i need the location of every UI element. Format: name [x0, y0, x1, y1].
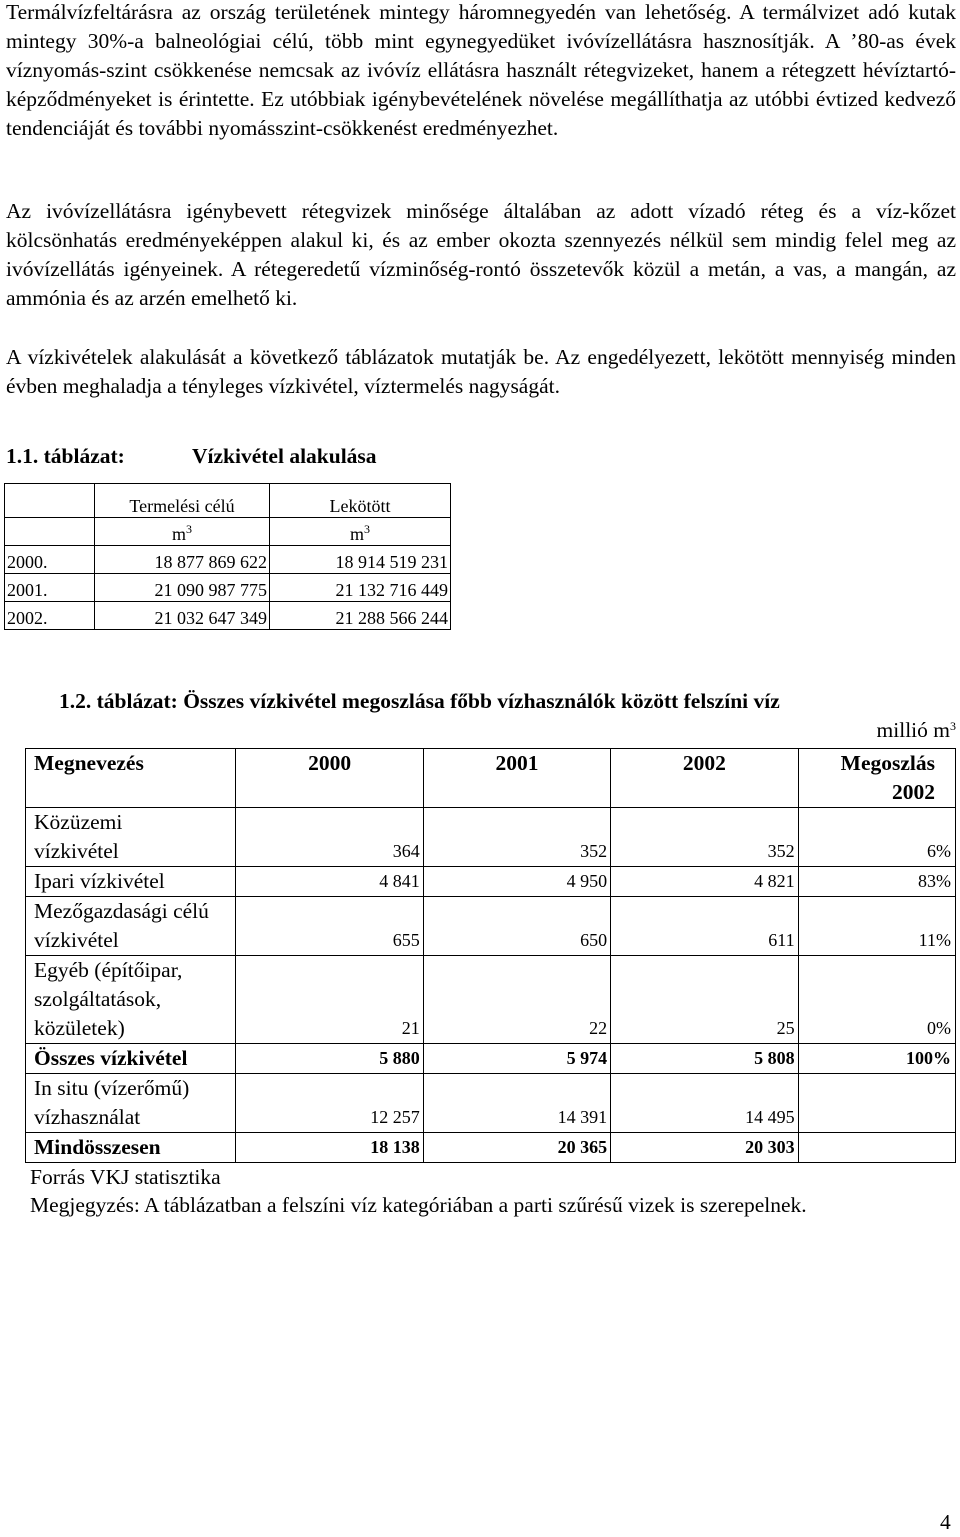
table2-header-2001: 2001 — [423, 749, 610, 808]
table1-unit-production: $m^3$ — [95, 518, 270, 546]
table2-cell-2002: 20 303 — [611, 1133, 798, 1163]
table2-header-row — [26, 749, 956, 808]
table2-cell-2001: 4 950 — [423, 867, 610, 897]
table2-header-2000: 2000 — [236, 749, 423, 808]
table2-cell-share: 0% — [798, 956, 955, 1044]
table1-header-row — [5, 484, 451, 518]
table2-header-name: Megnevezés — [26, 749, 236, 808]
table1-number: 1.1. táblázat: — [6, 444, 125, 468]
table2-header-2002: 2002 — [611, 749, 798, 808]
table2-cell-share — [798, 1074, 955, 1133]
table-source: Forrás VKJ statisztika — [30, 1165, 221, 1189]
table2-cell-share: 11% — [798, 897, 955, 956]
table2-cell-2002: 4 821 — [611, 867, 798, 897]
table1-cell-year: 2002. — [5, 602, 95, 630]
table2-cell-2001: 650 — [423, 897, 610, 956]
table2-cell-2000: 655 — [236, 897, 423, 956]
table2-cell-2002: 611 — [611, 897, 798, 956]
table1-cell-allocated: 18 914 519 231 — [270, 546, 451, 574]
table-row — [26, 956, 956, 1044]
table1-caption — [6, 444, 377, 469]
table1-cell-production: 21 032 647 349 — [95, 602, 270, 630]
table2-cell-2002: 14 495 — [611, 1074, 798, 1133]
table1-unit-allocated: $m^3$ — [270, 518, 451, 546]
table1-header-year — [5, 484, 95, 518]
table1-cell-year: 2000. — [5, 546, 95, 574]
table2-cell-name: In situ (vízerőmű) vízhasználat — [26, 1074, 236, 1133]
table2-cell-2002: 5 808 — [611, 1044, 798, 1074]
table1-header-allocated: Lekötött — [270, 484, 451, 518]
table2-cell-2000: 21 — [236, 956, 423, 1044]
table-row — [5, 574, 451, 602]
table-row — [26, 808, 956, 867]
table2-header-share: Megoszlás 2002 — [798, 749, 955, 808]
table1-cell-production: 21 090 987 775 — [95, 574, 270, 602]
table-row — [26, 1074, 956, 1133]
table2-cell-2000: 12 257 — [236, 1074, 423, 1133]
table2-cell-2000: 364 — [236, 808, 423, 867]
table2-cell-2002: 25 — [611, 956, 798, 1044]
table1-cell-allocated: 21 288 566 244 — [270, 602, 451, 630]
table-row — [26, 867, 956, 897]
table1-unit-empty — [5, 518, 95, 546]
table2-cell-2001: 22 — [423, 956, 610, 1044]
paragraph-tables-intro: A vízkivételek alakulását a következő táblázatok mutatják be. Az engedélyezett, lekötött mennyiség minden évben meghaladja a tényleges vízkivétel, víztermelés nagyságát. — [6, 345, 956, 398]
table2-cell-2001: 14 391 — [423, 1074, 610, 1133]
table2-cell-share: 100% — [798, 1044, 955, 1074]
table-row — [26, 1044, 956, 1074]
table2-caption: 1.2. táblázat: Összes vízkivétel megoszlása főbb vízhasználók között felszíni víz — [59, 689, 780, 713]
table1-header-production: Termelési célú — [95, 484, 270, 518]
table-row — [26, 1133, 956, 1163]
table2-cell-name: Mindösszesen — [26, 1133, 236, 1163]
table1-unit-row — [5, 518, 451, 546]
table2-unit: millió $m^3$ — [876, 718, 956, 742]
table-withdrawal-distribution — [25, 748, 956, 1163]
table2-cell-2000: 5 880 — [236, 1044, 423, 1074]
table-row — [26, 897, 956, 956]
table2-cell-2001: 352 — [423, 808, 610, 867]
table2-cell-2002: 352 — [611, 808, 798, 867]
table2-cell-name: Ipari vízkivétel — [26, 867, 236, 897]
table1-cell-year: 2001. — [5, 574, 95, 602]
page-number: 4 — [940, 1510, 951, 1534]
table1-cell-production: 18 877 869 622 — [95, 546, 270, 574]
table2-cell-name: Egyéb (építőipar, szolgáltatások, közületek) — [26, 956, 236, 1044]
table2-cell-2001: 20 365 — [423, 1133, 610, 1163]
table2-cell-2000: 4 841 — [236, 867, 423, 897]
table2-cell-2001: 5 974 — [423, 1044, 610, 1074]
table1-cell-allocated: 21 132 716 449 — [270, 574, 451, 602]
table2-cell-2000: 18 138 — [236, 1133, 423, 1163]
table2-cell-name: Közüzemi vízkivétel — [26, 808, 236, 867]
table-row — [5, 602, 451, 630]
table2-cell-name: Összes vízkivétel — [26, 1044, 236, 1074]
table1-title: Vízkivétel alakulása — [192, 444, 377, 468]
table2-cell-share — [798, 1133, 955, 1163]
table2-cell-share: 6% — [798, 808, 955, 867]
table2-cell-name: Mezőgazdasági célú vízkivétel — [26, 897, 236, 956]
paragraph-thermal-water: Termálvízfeltárásra az ország területének mintegy háromnegyedén van lehetőség. A termálvizet adó kutak mintegy 30%-a balneológiai célú, több mint egynegyedüket ivóvízellátásra hasznosítják. A ’80-as évek víznyomás-szint csökkenése nemcsak az ivóvíz ellátásra használt rétegvizeket, hanem a rétegzett hévíztartó-képződményeket is érintette. Ez utóbbiak igénybevételének növelése megállíthatja az utóbbi évtized kedvező tendenciáját és további nyomásszint-csökkenést eredményezhet. — [6, 0, 956, 140]
table2-cell-share: 83% — [798, 867, 955, 897]
paragraph-water-quality: Az ivóvízellátásra igénybevett rétegvizek minősége általában az adott vízadó réteg és a víz-kőzet kölcsönhatás eredményeképpen alakul ki, és az ember okozta szennyezés nélkül sem mindig felel meg az ivóvízellátás igényeinek. A rétegeredetű vízminőség-rontó összetevők közül a metán, a vas, a mangán, az ammónia és az arzén emelhető ki. — [6, 199, 956, 310]
table-note: Megjegyzés: A táblázatban a felszíni víz kategóriában a parti szűrésű vizek is szerepelnek. — [30, 1193, 807, 1217]
table-row — [5, 546, 451, 574]
table-water-withdrawal — [4, 483, 451, 630]
